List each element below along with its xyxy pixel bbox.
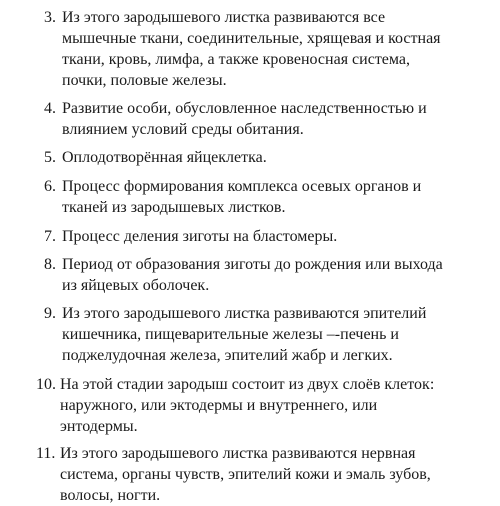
item-text: Оплодотворённая яйцеклетка. [62, 149, 267, 166]
list-item [44, 176, 494, 218]
item-number: 7. [44, 228, 56, 245]
item-text: Развитие особи, обусловленное наследственностью и влиянием условий среды обитания. [62, 100, 427, 138]
item-number: 9. [44, 305, 56, 322]
item-text: Период от образования зиготы до рождения или выхода из яйцевых оболочек. [62, 256, 443, 294]
item-number: 6. [44, 178, 56, 195]
item-text: Из этого зародышевого листка развиваются нервная система, органы чувств, эпителий кожи и эмаль зубов, волосы, ногти. [60, 445, 431, 504]
list-item [44, 254, 494, 296]
item-number: 4. [44, 100, 56, 117]
list-item [44, 7, 494, 91]
list-item [44, 147, 494, 168]
item-text: Из этого зародышевого листка развиваются все мышечные ткани, соединительные, хрящевая и костная ткани, кровь, лимфа, а также кровеносная система, почки, половые железы. [62, 9, 441, 89]
list-item [36, 374, 494, 437]
list-item [44, 303, 494, 366]
item-number: 10. [36, 376, 56, 393]
item-number: 11. [36, 445, 56, 462]
list-item [44, 98, 494, 140]
item-text: Процесс формирования комплекса осевых органов и тканей из зародышевых листков. [62, 178, 422, 216]
list-item [36, 443, 494, 506]
item-number: 3. [44, 9, 56, 26]
item-number: 8. [44, 256, 56, 273]
item-number: 5. [44, 149, 56, 166]
item-text: Из этого зародышевого листка развиваются эпителий кишечника, пищеварительные железы –-печень и поджелудочная железа, эпителий жабр и легких. [62, 305, 427, 364]
list-item [44, 226, 494, 247]
item-text: Процесс деления зиготы на бластомеры. [62, 228, 338, 245]
item-text: На этой стадии зародыш состоит из двух слоёв клеток: наружного, или эктодермы и внутреннего, или энтодермы. [60, 376, 435, 435]
